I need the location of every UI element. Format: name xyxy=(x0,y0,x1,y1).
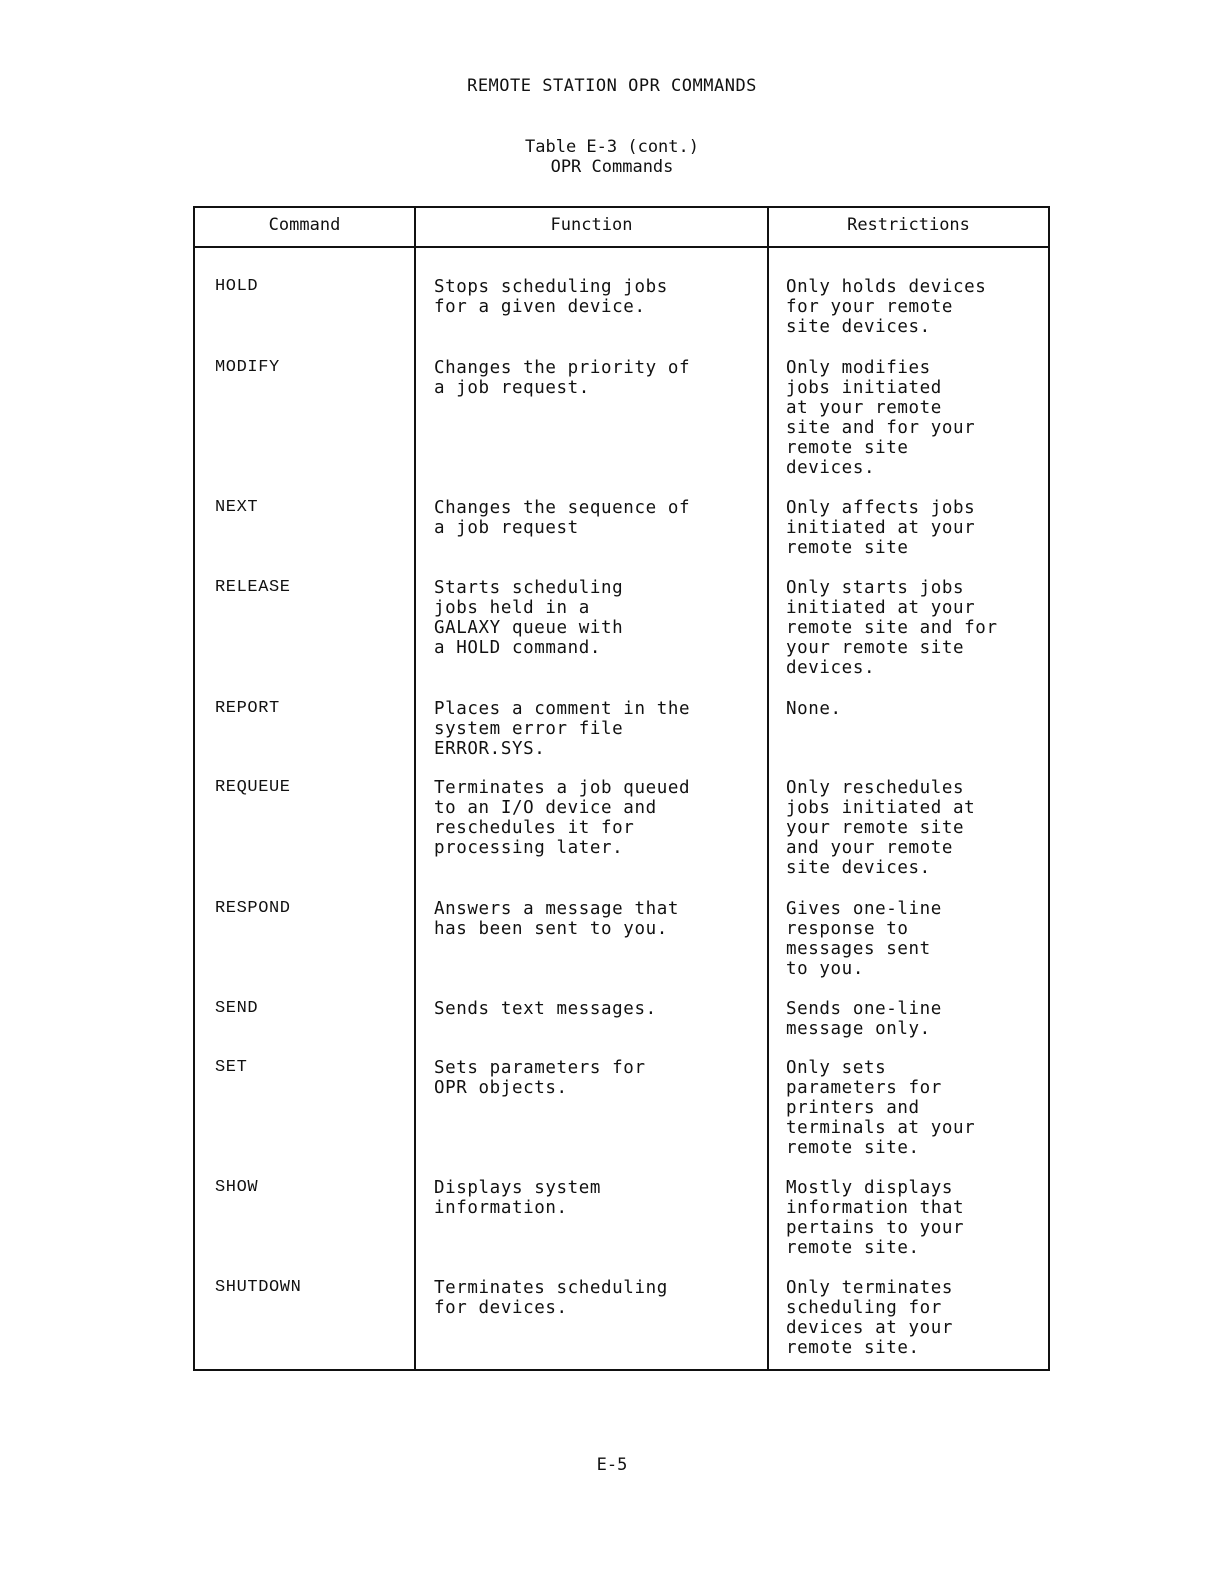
function-cell: Changes the sequence of a job request xyxy=(434,498,691,538)
command-cell: SHOW xyxy=(215,1178,259,1197)
command-cell: SEND xyxy=(215,999,259,1018)
column-header-command: Command xyxy=(268,215,341,235)
function-cell: Terminates scheduling for devices. xyxy=(434,1278,668,1318)
function-cell: Terminates a job queued to an I/O device and reschedules it for processing later. xyxy=(434,778,691,858)
restrictions-cell: Only holds devices for your remote site devices. xyxy=(786,277,987,337)
restrictions-cell: Only modifies jobs initiated at your remote site and for your remote site devices. xyxy=(786,358,976,478)
restrictions-cell: None. xyxy=(786,699,842,719)
command-cell: SET xyxy=(215,1058,248,1077)
restrictions-cell: Gives one-line response to messages sent to you. xyxy=(786,899,942,979)
function-cell: Sets parameters for OPR objects. xyxy=(434,1058,646,1098)
page-header: REMOTE STATION OPR COMMANDS xyxy=(467,76,757,96)
column-divider xyxy=(414,208,416,1369)
restrictions-cell: Only terminates scheduling for devices at your remote site. xyxy=(786,1278,954,1358)
command-cell: NEXT xyxy=(215,498,259,517)
opr-commands-table xyxy=(193,206,1050,1371)
command-cell: RESPOND xyxy=(215,899,291,918)
restrictions-cell: Only sets parameters for printers and terminals at your remote site. xyxy=(786,1058,976,1158)
page-number: E-5 xyxy=(596,1455,628,1475)
function-cell: Starts scheduling jobs held in a GALAXY queue with a HOLD command. xyxy=(434,578,624,658)
table-caption-number: Table E-3 (cont.) xyxy=(525,137,699,157)
table-caption xyxy=(0,137,1224,177)
command-cell: REPORT xyxy=(215,699,280,718)
function-cell: Changes the priority of a job request. xyxy=(434,358,691,398)
function-cell: Sends text messages. xyxy=(434,999,657,1019)
command-cell: RELEASE xyxy=(215,578,291,597)
command-cell: MODIFY xyxy=(215,358,280,377)
restrictions-cell: Only affects jobs initiated at your remote site xyxy=(786,498,976,558)
header-divider xyxy=(195,246,1048,248)
column-header-function: Function xyxy=(550,215,633,235)
function-cell: Answers a message that has been sent to you. xyxy=(434,899,679,939)
function-cell: Places a comment in the system error file ERROR.SYS. xyxy=(434,699,691,759)
command-cell: REQUEUE xyxy=(215,778,291,797)
restrictions-cell: Sends one-line message only. xyxy=(786,999,942,1039)
restrictions-cell: Mostly displays information that pertains to your remote site. xyxy=(786,1178,965,1258)
function-cell: Stops scheduling jobs for a given device. xyxy=(434,277,668,317)
function-cell: Displays system information. xyxy=(434,1178,602,1218)
restrictions-cell: Only starts jobs initiated at your remote site and for your remote site devices. xyxy=(786,578,998,678)
column-divider xyxy=(767,208,769,1369)
restrictions-cell: Only reschedules jobs initiated at your remote site and your remote site devices. xyxy=(786,778,976,878)
command-cell: HOLD xyxy=(215,277,259,296)
table-caption-title: OPR Commands xyxy=(550,157,674,177)
column-header-restrictions: Restrictions xyxy=(847,215,970,235)
command-cell: SHUTDOWN xyxy=(215,1278,302,1297)
